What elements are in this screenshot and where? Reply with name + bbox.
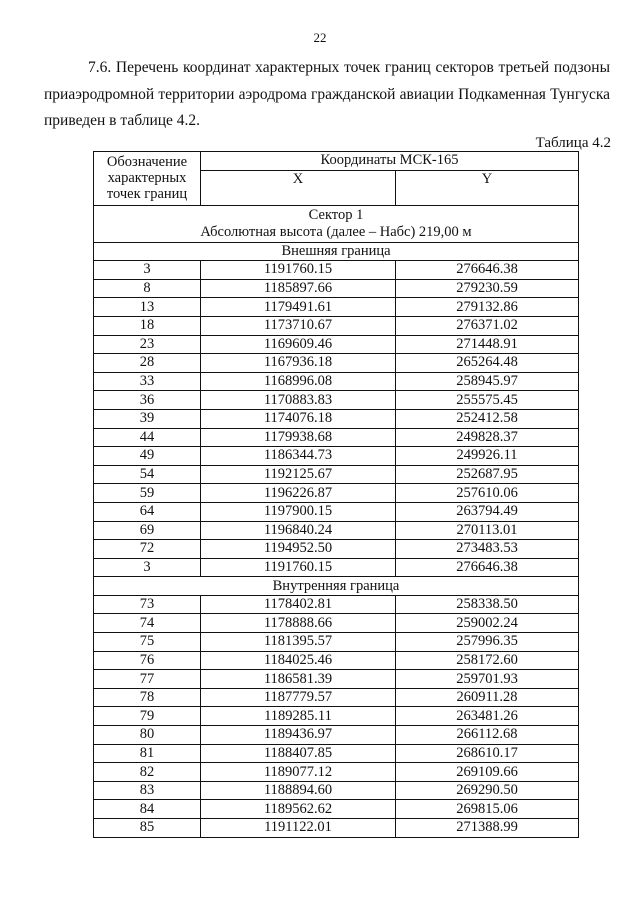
table-row (94, 763, 579, 782)
table-row (94, 447, 579, 466)
cell-point: 76 (94, 651, 201, 670)
cell-x: 1189436.97 (201, 726, 396, 745)
cell-point: 72 (94, 540, 201, 559)
table-row (94, 391, 579, 410)
cell-point: 78 (94, 688, 201, 707)
table-row (94, 800, 579, 819)
cell-y: 266112.68 (396, 726, 579, 745)
cell-x: 1178402.81 (201, 595, 396, 614)
sector-altitude: Абсолютная высота (далее – Набс) 219,00 м (200, 223, 472, 240)
cell-x: 1168996.08 (201, 372, 396, 391)
inner-boundary-label-row (94, 577, 579, 596)
cell-x: 1188894.60 (201, 781, 396, 800)
header-designation-line-1: Обозначение (106, 154, 188, 171)
cell-point: 74 (94, 614, 201, 633)
cell-point: 75 (94, 633, 201, 652)
table-row (94, 409, 579, 428)
cell-x: 1178888.66 (201, 614, 396, 633)
cell-x: 1196840.24 (201, 521, 396, 540)
table-row (94, 521, 579, 540)
table-row (94, 651, 579, 670)
table-row (94, 279, 579, 298)
page-number: 22 (313, 30, 327, 45)
outer-boundary-label: Внешняя граница (94, 242, 579, 261)
table-row (94, 688, 579, 707)
cell-y: 269109.66 (396, 763, 579, 782)
cell-y: 279132.86 (396, 298, 579, 317)
table-row (94, 372, 579, 391)
header-x: X (201, 170, 396, 205)
cell-y: 276646.38 (396, 558, 579, 577)
sector-row (94, 205, 579, 242)
table-row (94, 354, 579, 373)
cell-x: 1179491.61 (201, 298, 396, 317)
intro-line-3: приведен в таблице 4.2. (44, 112, 201, 129)
cell-point: 49 (94, 447, 201, 466)
cell-point: 33 (94, 372, 201, 391)
header-y: Y (396, 170, 579, 205)
table-row (94, 614, 579, 633)
table-row (94, 819, 579, 838)
table-row (94, 428, 579, 447)
cell-y: 269815.06 (396, 800, 579, 819)
cell-point: 44 (94, 428, 201, 447)
cell-x: 1191760.15 (201, 558, 396, 577)
cell-point: 82 (94, 763, 201, 782)
cell-x: 1174076.18 (201, 409, 396, 428)
table-row (94, 781, 579, 800)
table-row (94, 540, 579, 559)
cell-point: 13 (94, 298, 201, 317)
cell-point: 77 (94, 670, 201, 689)
cell-point: 54 (94, 465, 201, 484)
table-row (94, 261, 579, 280)
intro-line-1: 7.6. Перечень координат характерных точек границ секторов третьей подзоны (88, 59, 610, 76)
table-row (94, 670, 579, 689)
sector-title: Сектор 1 (308, 206, 364, 223)
table-row (94, 744, 579, 763)
table-row (94, 633, 579, 652)
cell-point: 81 (94, 744, 201, 763)
cell-x: 1188407.85 (201, 744, 396, 763)
cell-y: 252687.95 (396, 465, 579, 484)
intro-line-2: приаэродромной территории аэродрома гражданской авиации Подкаменная Тунгуска (44, 85, 610, 103)
cell-x: 1179938.68 (201, 428, 396, 447)
cell-x: 1194952.50 (201, 540, 396, 559)
header-designation-line-3: точек границ (106, 186, 188, 203)
cell-y: 252412.58 (396, 409, 579, 428)
cell-point: 36 (94, 391, 201, 410)
cell-point: 83 (94, 781, 201, 800)
outer-boundary-label-row (94, 242, 579, 261)
cell-point: 8 (94, 279, 201, 298)
cell-y: 257610.06 (396, 484, 579, 503)
cell-y: 276371.02 (396, 316, 579, 335)
inner-boundary-label: Внутренняя граница (94, 577, 579, 596)
cell-y: 268610.17 (396, 744, 579, 763)
table-row (94, 558, 579, 577)
cell-x: 1191760.15 (201, 261, 396, 280)
cell-y: 258945.97 (396, 372, 579, 391)
cell-y: 279230.59 (396, 279, 579, 298)
cell-y: 259002.24 (396, 614, 579, 633)
coordinates-table (93, 151, 579, 838)
cell-point: 3 (94, 261, 201, 280)
cell-y: 249926.11 (396, 447, 579, 466)
table-row (94, 335, 579, 354)
table-row (94, 502, 579, 521)
cell-point: 28 (94, 354, 201, 373)
cell-x: 1189077.12 (201, 763, 396, 782)
table-row (94, 484, 579, 503)
cell-point: 59 (94, 484, 201, 503)
cell-x: 1173710.67 (201, 316, 396, 335)
cell-y: 257996.35 (396, 633, 579, 652)
header-point-designation (94, 152, 201, 206)
cell-y: 271448.91 (396, 335, 579, 354)
cell-x: 1167936.18 (201, 354, 396, 373)
table-row (94, 316, 579, 335)
cell-y: 258338.50 (396, 595, 579, 614)
cell-point: 73 (94, 595, 201, 614)
cell-y: 276646.38 (396, 261, 579, 280)
cell-y: 258172.60 (396, 651, 579, 670)
table-row (94, 726, 579, 745)
cell-y: 265264.48 (396, 354, 579, 373)
sector-cell (94, 205, 579, 242)
cell-point: 84 (94, 800, 201, 819)
table-row (94, 465, 579, 484)
cell-x: 1186581.39 (201, 670, 396, 689)
table-row (94, 595, 579, 614)
cell-y: 255575.45 (396, 391, 579, 410)
cell-point: 3 (94, 558, 201, 577)
cell-point: 79 (94, 707, 201, 726)
cell-y: 269290.50 (396, 781, 579, 800)
header-designation-line-2: характерных (107, 170, 187, 187)
cell-point: 69 (94, 521, 201, 540)
cell-point: 39 (94, 409, 201, 428)
cell-point: 18 (94, 316, 201, 335)
cell-x: 1169609.46 (201, 335, 396, 354)
header-coordinates: Координаты МСК-165 (201, 152, 579, 171)
table-row (94, 707, 579, 726)
table-header-row (94, 152, 579, 171)
table-caption: Таблица 4.2 (535, 135, 611, 151)
cell-point: 23 (94, 335, 201, 354)
cell-point: 80 (94, 726, 201, 745)
cell-x: 1196226.87 (201, 484, 396, 503)
cell-x: 1192125.67 (201, 465, 396, 484)
cell-y: 273483.53 (396, 540, 579, 559)
cell-y: 263794.49 (396, 502, 579, 521)
cell-point: 64 (94, 502, 201, 521)
cell-x: 1184025.46 (201, 651, 396, 670)
cell-y: 263481.26 (396, 707, 579, 726)
cell-x: 1187779.57 (201, 688, 396, 707)
table-row (94, 298, 579, 317)
cell-y: 249828.37 (396, 428, 579, 447)
cell-point: 85 (94, 819, 201, 838)
cell-y: 259701.93 (396, 670, 579, 689)
cell-x: 1181395.57 (201, 633, 396, 652)
cell-y: 271388.99 (396, 819, 579, 838)
cell-x: 1186344.73 (201, 447, 396, 466)
intro-paragraph (44, 55, 610, 135)
cell-y: 260911.28 (396, 688, 579, 707)
cell-x: 1185897.66 (201, 279, 396, 298)
cell-x: 1189285.11 (201, 707, 396, 726)
cell-x: 1191122.01 (201, 819, 396, 838)
cell-x: 1197900.15 (201, 502, 396, 521)
cell-x: 1170883.83 (201, 391, 396, 410)
cell-x: 1189562.62 (201, 800, 396, 819)
cell-y: 270113.01 (396, 521, 579, 540)
